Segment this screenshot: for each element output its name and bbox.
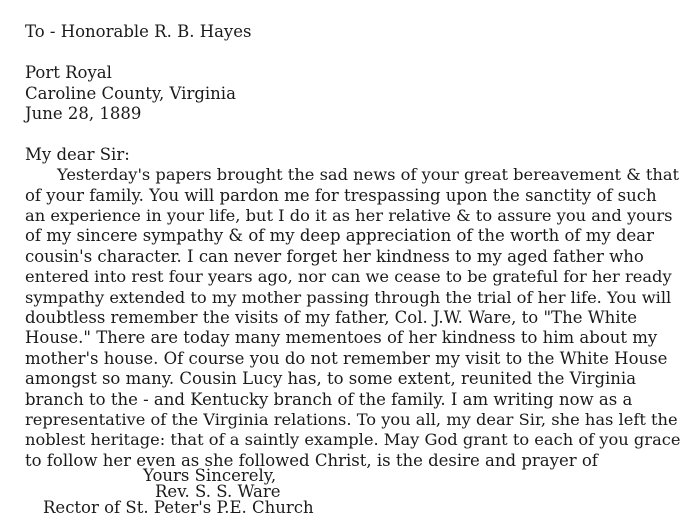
- body-line: entered into rest four years ago, nor can we cease to be grateful for her ready: [25, 267, 672, 286]
- greeting-line: My dear Sir:: [25, 145, 130, 164]
- place-line: Port Royal: [25, 63, 112, 82]
- body-line: branch to the - and Kentucky branch of the family. I am writing now as a: [25, 390, 633, 409]
- body-line: mother's house. Of course you do not remember my visit to the White House: [25, 349, 668, 368]
- body-line: to follow her even as she followed Christ, is the desire and prayer of: [25, 451, 598, 470]
- signature-title: Rector of St. Peter's P.E. Church: [43, 498, 314, 517]
- closing-line: Yours Sincerely,: [143, 466, 277, 485]
- body-line: representative of the Virginia relations. To you all, my dear Sir, she has left the: [25, 410, 678, 429]
- body-line: sympathy extended to my mother passing through the trial of her life. You will: [25, 288, 672, 307]
- body-line: amongst so many. Cousin Lucy has, to some extent, reunited the Virginia: [25, 369, 637, 388]
- body-line: an experience in your life, but I do it as her relative & to assure you and yours: [25, 206, 673, 225]
- body-line: doubtless remember the visits of my father, Col. J.W. Ware, to "The White: [25, 308, 637, 327]
- body-line: House." There are today many mementoes of her kindness to him about my: [25, 328, 658, 347]
- place-line: Caroline County, Virginia: [25, 84, 236, 103]
- signature-line: Rev. S. S. Ware: [155, 482, 281, 501]
- body-line: cousin's character. I can never forget her kindness to my aged father who: [25, 247, 644, 266]
- body-line: Yesterday's papers brought the sad news of your great bereavement & that: [57, 165, 680, 184]
- body-line: noblest heritage: that of a saintly example. May God grant to each of you grace: [25, 430, 681, 449]
- body-line: of your family. You will pardon me for trespassing upon the sanctity of such: [25, 186, 657, 205]
- body-line: of my sincere sympathy & of my deep appreciation of the worth of my dear: [25, 226, 654, 245]
- date-line: June 28, 1889: [25, 104, 142, 123]
- addressee-line: To - Honorable R. B. Hayes: [25, 22, 252, 41]
